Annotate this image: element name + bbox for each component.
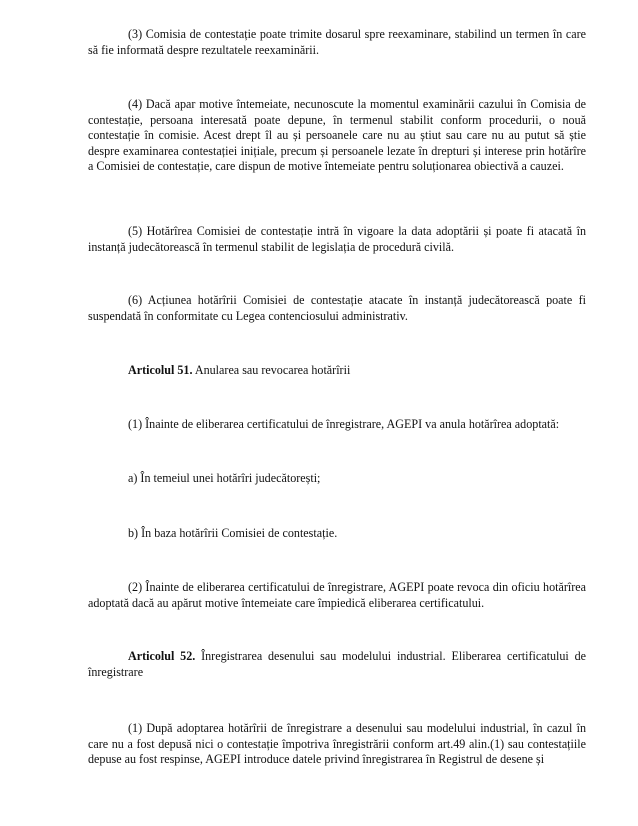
- article-number: Articolul 52.: [128, 649, 196, 663]
- paragraph-text: (6) Acțiunea hotărîrii Comisiei de contestație atacate în instanță judecătorească poate fi suspendată în conformitate cu Legea contenciosului administrativ.: [88, 293, 586, 323]
- paragraph-text: a) În temeiul unei hotărîri judecătorești;: [128, 471, 321, 485]
- list-item-b: [88, 526, 586, 542]
- article-52-heading: [88, 649, 586, 680]
- paragraph-4-new-appeal: [88, 97, 586, 175]
- paragraph-text: b) În baza hotărîrii Comisiei de contestație.: [128, 526, 338, 540]
- paragraph-2-revocation: [88, 580, 586, 611]
- paragraph-3-review: [88, 27, 586, 58]
- paragraph-6-suspension: [88, 293, 586, 324]
- paragraph-1-registration: [88, 721, 586, 768]
- article-title: Anularea sau revocarea hotărîrii: [192, 363, 351, 377]
- list-item-a: [88, 471, 586, 487]
- article-title: Înregistrarea desenului sau modelului industrial. Eliberarea certificatului de înregistrare: [88, 649, 586, 679]
- paragraph-text: (4) Dacă apar motive întemeiate, necunoscute la momentul examinării cazului în Comisia de contestație, persoana interesată poate depune, în termenul stabilit conform procedurii, o nouă contestație în comisie. Acest drept îl au și persoanele care nu au știut sau care nu au putut să știe despre examinarea contestației inițiale, precum și persoanele lezate în drepturi și interese prin hotărîre a Comisiei de contestație, care dispun de motive întemeiate pentru soluționarea obiectivă a cauzei.: [88, 97, 586, 174]
- paragraph-text: (1) Înainte de eliberarea certificatului de înregistrare, AGEPI va anula hotărîrea adoptată:: [128, 417, 560, 431]
- paragraph-5-entry-into-force: [88, 224, 586, 255]
- paragraph-text: (1) După adoptarea hotărîrii de înregistrare a desenului sau modelului industrial, în cazul în care nu a fost depusă nici o contestație împotriva înregistrării conform art.49 alin.(1) sau contestațiile depuse au fost respinse, AGEPI introduce datele privind înregistrarea în Registrul de desene și: [88, 721, 586, 767]
- paragraph-1-annulment: [88, 417, 586, 433]
- paragraph-text: (2) Înainte de eliberarea certificatului de înregistrare, AGEPI poate revoca din oficiu hotărîrea adoptată dacă au apărut motive întemeiate care împiedică eliberarea certificatului.: [88, 580, 586, 610]
- article-51-heading: [88, 363, 586, 379]
- paragraph-text: (3) Comisia de contestație poate trimite dosarul spre reexaminare, stabilind un termen în care să fie informată despre rezultatele reexaminării.: [88, 27, 586, 57]
- paragraph-text: (5) Hotărîrea Comisiei de contestație intră în vigoare la data adoptării și poate fi atacată în instanță judecătorească în termenul stabilit de legislația de procedură civilă.: [88, 224, 586, 254]
- article-number: Articolul 51.: [128, 363, 193, 377]
